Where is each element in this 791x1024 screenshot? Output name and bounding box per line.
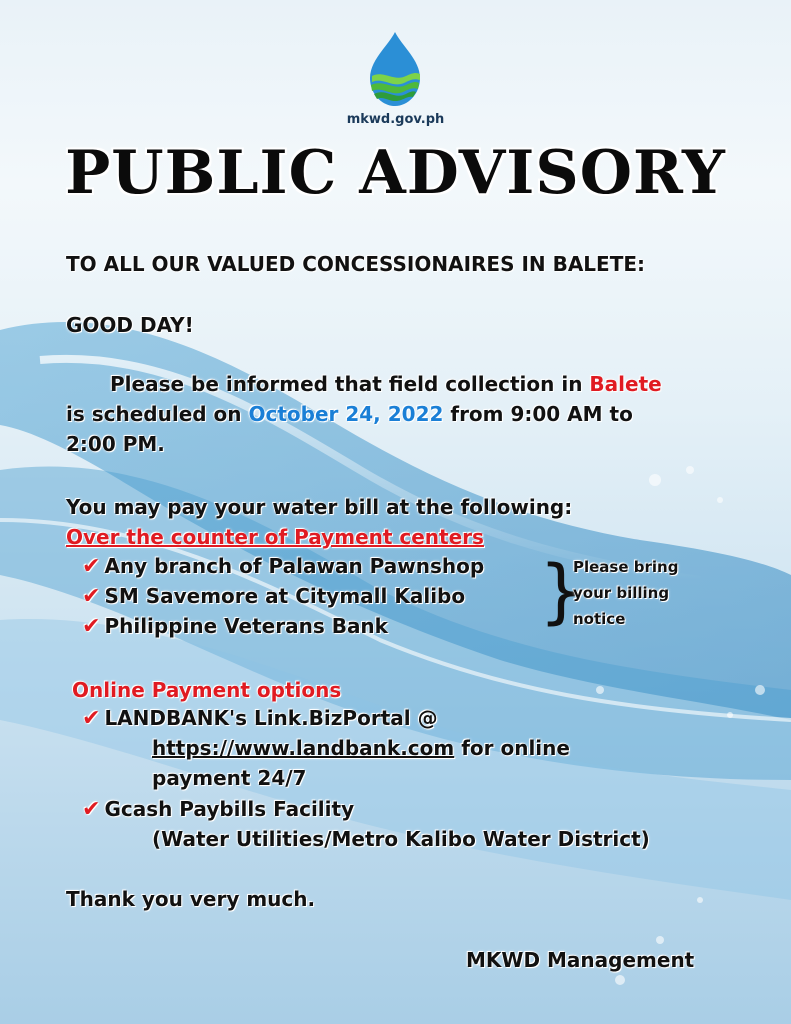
page-title: PUBLIC ADVISORY [65,138,726,208]
payment-intro: You may pay your water bill at the following: [66,495,573,519]
brace-icon: } [539,550,584,632]
site-url: mkwd.gov.ph [346,112,445,127]
paragraph-text: from 9:00 AM to [443,402,633,426]
paragraph-text: Please be informed that field collection in [110,372,590,396]
check-mark-icon: ✔ [82,554,101,579]
paragraph-line-3: 2:00 PM. [66,432,165,456]
salutation: TO ALL OUR VALUED CONCESSIONAIRES IN BALETE: [66,252,646,276]
closing-thanks: Thank you very much. [66,887,316,911]
bring-note-line: notice [573,610,626,628]
paragraph-text: is scheduled on [66,402,249,426]
check-mark-icon: ✔ [82,584,101,609]
bring-note-line: your billing [573,584,670,602]
online-item-line: https://www.landbank.com for online [152,736,570,760]
online-item: ✔ LANDBANK's Link.BizPortal @ [82,706,438,731]
signature: MKWD Management [466,948,695,972]
paragraph-line-2 [66,402,633,426]
otc-item: ✔ SM Savemore at Citymall Kalibo [82,584,466,609]
schedule-date: October 24, 2022 [248,402,444,426]
check-mark-icon: ✔ [82,614,101,639]
bring-note-line: Please bring [573,558,679,576]
check-mark-icon: ✔ [82,706,101,731]
otc-heading: Over the counter of Payment centers [66,525,484,549]
check-mark-icon: ✔ [82,797,101,822]
otc-item: ✔ Any branch of Palawan Pawnshop [82,554,485,579]
online-item: ✔ Gcash Paybills Facility [82,797,355,822]
place-name: Balete [589,372,662,396]
otc-item: ✔ Philippine Veterans Bank [82,614,388,639]
online-item-line: (Water Utilities/Metro Kalibo Water District) [152,827,650,851]
greeting: GOOD DAY! [66,313,194,337]
landbank-link[interactable]: https://www.landbank.com [152,736,455,760]
water-drop-wave-logo [360,30,430,110]
online-heading: Online Payment options [72,678,342,702]
paragraph-line-1 [110,372,662,396]
online-item-line: payment 24/7 [152,766,307,790]
